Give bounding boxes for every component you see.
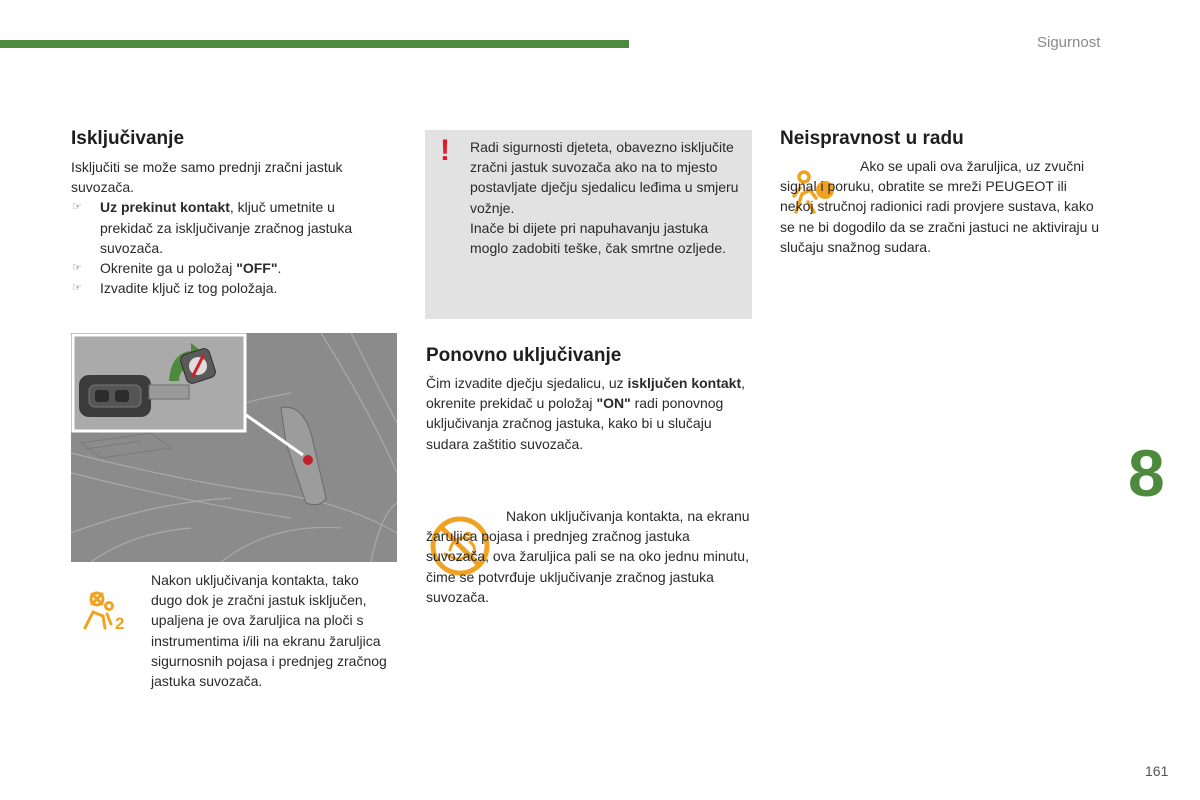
disable-intro: Isključiti se može samo prednji zračni jastuk suvozača. <box>71 159 343 196</box>
list-item: ☞ Uz prekinut kontakt, ključ umetnite u prekidač za isključivanje zračnog jastuka suvozača. <box>72 199 353 256</box>
disable-steps-list <box>71 197 391 298</box>
airbag-on-lamp-text: Nakon uključivanja kontakta, na ekranu žaruljica pojasa i prednjeg zračnog jastuka suvozača, ova žaruljica pali se na oko jednu minutu, čime se potvrđuje uključivanje zračnog jastuka suvozača. <box>426 508 750 605</box>
section-title-fault: Neispravnost u radu <box>780 128 964 149</box>
pointing-finger-icon: ☞ <box>72 282 82 295</box>
reactivate-text: Čim izvadite dječju sjedalicu, uz isključen kontakt, okrenite prekidač u položaj "ON" radi ponovnog uključivanja zračnog jastuka, kako bi u slučaju sudara zaštitio suvozača. <box>426 375 746 452</box>
svg-text:2: 2 <box>115 614 125 633</box>
fault-text: Ako se upali ova žaruljica, uz zvučni signal i poruku, obratite se mreži PEUGEOT ili nekoj stručnoj radionici radi provjere sustava, kako se ne bi dogodilo da se zračni jastuci ne aktiviraju u slučaju snažnog sudara. <box>780 158 1100 255</box>
airbag-switch-illustration <box>71 333 397 562</box>
page-number: 161 <box>1145 763 1169 779</box>
disable-instructions <box>71 157 391 298</box>
header-accent-bar <box>0 40 629 48</box>
section-title-reactivate: Ponovno uključivanje <box>426 345 622 366</box>
section-label: Sigurnost <box>1037 34 1101 51</box>
passenger-airbag-off-icon <box>79 588 131 634</box>
section-title-disable: Isključivanje <box>71 128 185 149</box>
pointing-finger-icon: ☞ <box>72 262 82 275</box>
airbag-off-lamp-text: Nakon uključivanja kontakta, tako dugo dok je zračni jastuk isključen, upaljena je ova žaruljica na ploči s instrumentima i/ili na ekranu žaruljica sigurnosnih pojasa i prednjeg zračnog jastuka suvozača. <box>151 572 387 690</box>
chapter-number: 8 <box>1128 436 1165 510</box>
warning-text: Radi sigurnosti djeteta, obavezno isključite zračni jastuk suvozača ako na to mjesto postavljate dječju sjedalicu leđima u smjeru vožnje. Inače bi dijete pri napuhavanju jastuka moglo zadobiti teške, čak smrtne ozljede. <box>470 139 739 257</box>
list-item: ☞ Okrenite ga u položaj "OFF". <box>71 258 391 278</box>
list-item: ☞ Izvadite ključ iz tog položaja. <box>71 278 391 298</box>
warning-icon: ! <box>440 134 450 167</box>
pointing-finger-icon: ☞ <box>72 201 82 214</box>
